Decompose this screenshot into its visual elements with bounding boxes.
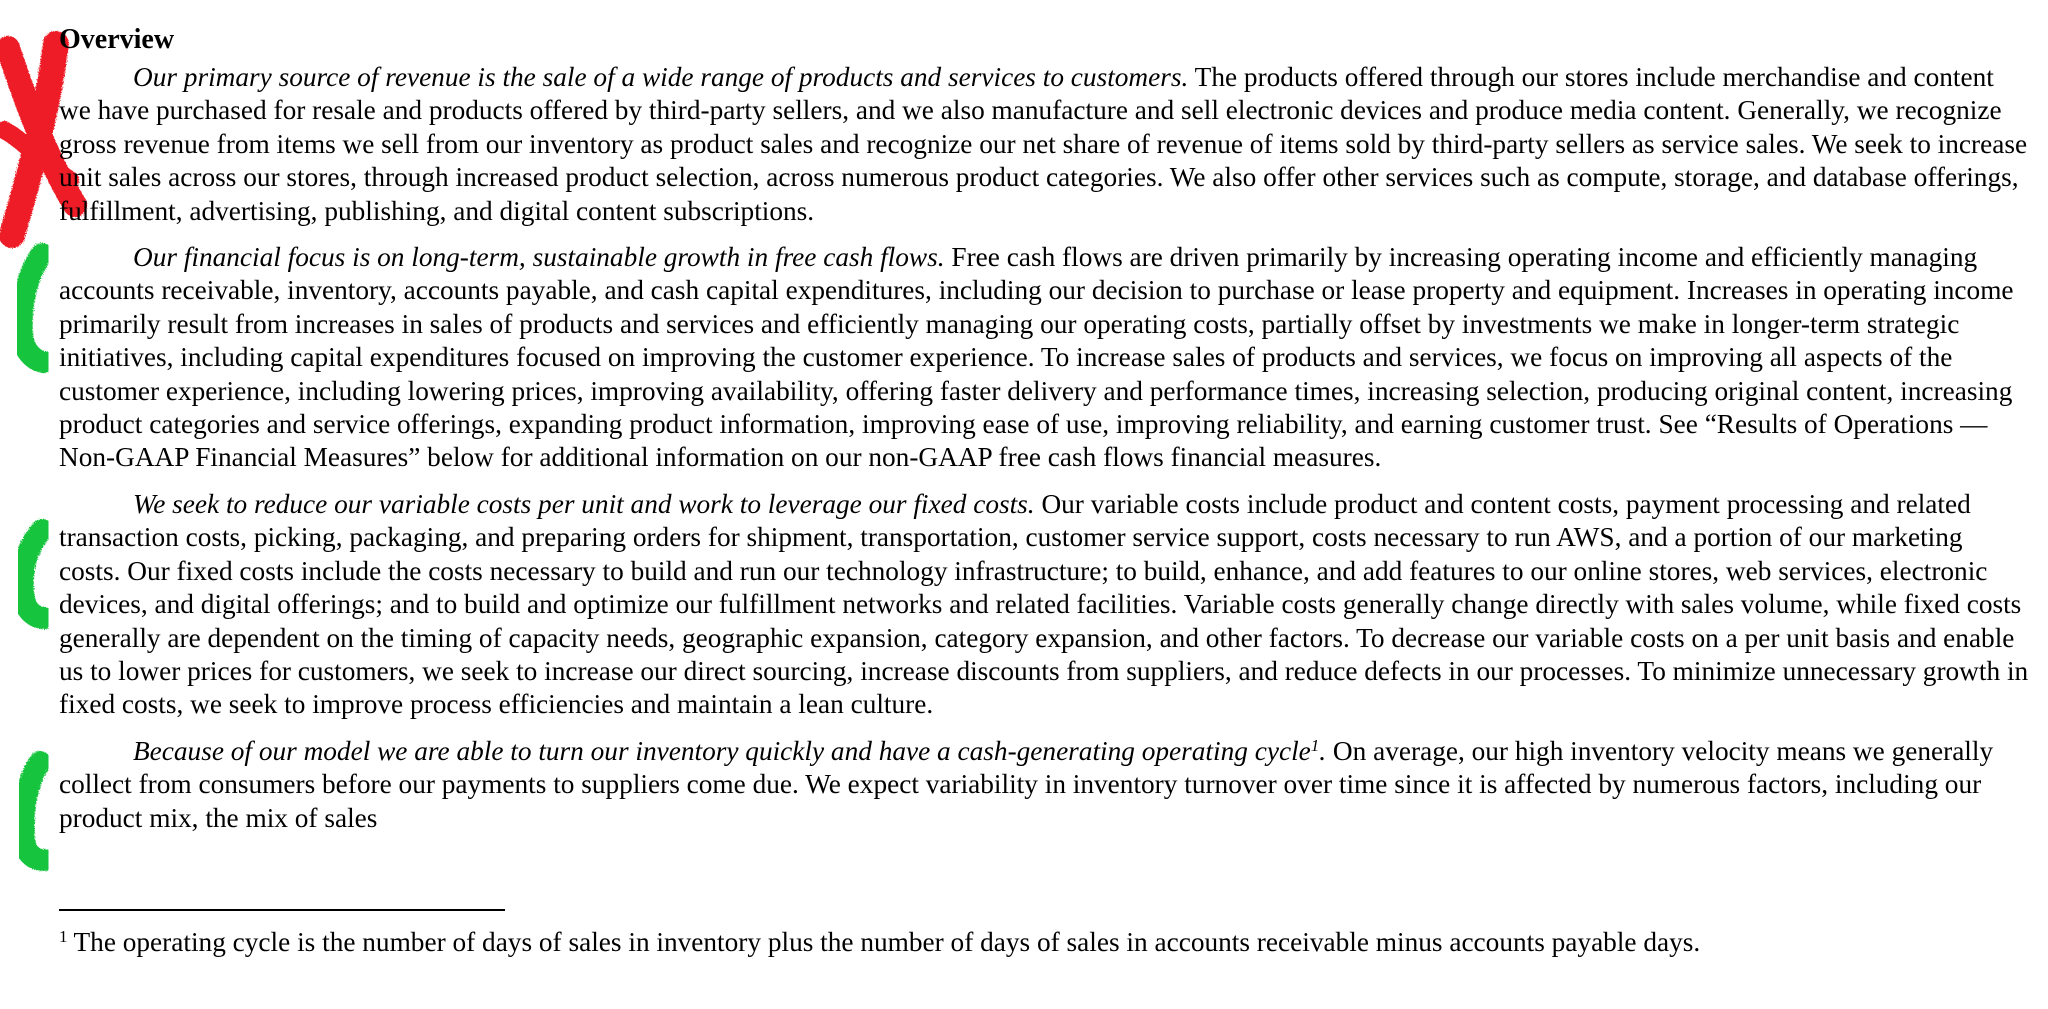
paragraph-inventory [59,735,2029,835]
paragraph-costs [59,488,2029,722]
paragraph-lead: Our financial focus is on long-term, sustainable growth in free cash flows. [133,242,945,273]
paragraph-body: Our variable costs include product and content costs, payment processing and related transaction costs, picking, packaging, and preparing orders for shipment, transportation, customer service support, costs necessary to run AWS, and a portion of our marketing costs. Our fixed costs include the costs necessary to build and run our technology infrastructure; to build, enhance, and add features to our online stores, web services, electronic devices, and digital offerings; and to build and optimize our fulfillment networks and related facilities. Variable costs generally change directly with sales volume, while fixed costs generally are dependent on the timing of capacity needs, geographic expansion, category expansion, and other factors. To decrease our variable costs on a per unit basis and enable us to lower prices for customers, we seek to increase our direct sourcing, increase discounts from suppliers, and reduce defects in our processes. To minimize unnecessary growth in fixed costs, we seek to improve process efficiencies and maintain a lean culture. [59,488,2029,720]
footnote-marker: 1 [59,927,68,946]
footnote-divider [59,909,505,911]
footnote [59,926,2009,959]
paragraph-body: The products offered through our stores include merchandise and content we have purchased for resale and products offered by third-party sellers, and we also manufacture and sell electronic devices and produce media content. Generally, we recognize gross revenue from items we sell from our inventory as product sales and recognize our net share of revenue of items sold by third-party sellers as service sales. We seek to increase unit sales across our stores, through increased product selection, across numerous product categories. We also offer other services such as compute, storage, and database offerings, fulfillment, advertising, publishing, and digital content subscriptions. [59,62,2028,226]
paragraph-lead: Because of our model we are able to turn our inventory quickly and have a cash-generating operating cycle [133,735,1311,766]
footnote-text: The operating cycle is the number of days of sales in inventory plus the number of days of sales in accounts receivable minus accounts payable days. [73,927,1701,957]
paragraph-lead: Our primary source of revenue is the sale of a wide range of products and services to customers. [133,62,1189,92]
footnote-reference[interactable]: 1 [1310,735,1320,755]
paragraph-financial-focus [59,241,2029,475]
document-body [59,22,2029,848]
paragraph-revenue [59,61,2029,228]
paragraph-lead-end: . [1319,735,1327,766]
paragraph-lead: We seek to reduce our variable costs per unit and work to leverage our fixed costs. [133,488,1035,519]
paragraph-body: On average, our high inventory velocity means we generally collect from consumers before our payments to suppliers come due. We expect variability in inventory turnover over time since it is affected by numerous factors, including our product mix, the mix of sales [59,735,1994,833]
section-heading: Overview [59,24,175,55]
paragraph-body: Free cash flows are driven primarily by increasing operating income and efficiently managing accounts receivable, inventory, accounts payable, and cash capital expenditures, including our decision to purchase or lease property and equipment. Increases in operating income primarily result from increases in sales of products and services and efficiently managing our operating costs, partially offset by investments we make in longer-term strategic initiatives, including capital expenditures focused on improving the customer experience. To increase sales of products and services, we focus on improving all aspects of the customer experience, including lowering prices, improving availability, offering faster delivery and performance times, increasing selection, producing original content, increasing product categories and service offerings, expanding product information, improving ease of use, improving reliability, and earning customer trust. See “Results of Operations — Non-GAAP Financial Measures” below for additional information on our non-GAAP free cash flows financial measures. [59,242,2014,473]
